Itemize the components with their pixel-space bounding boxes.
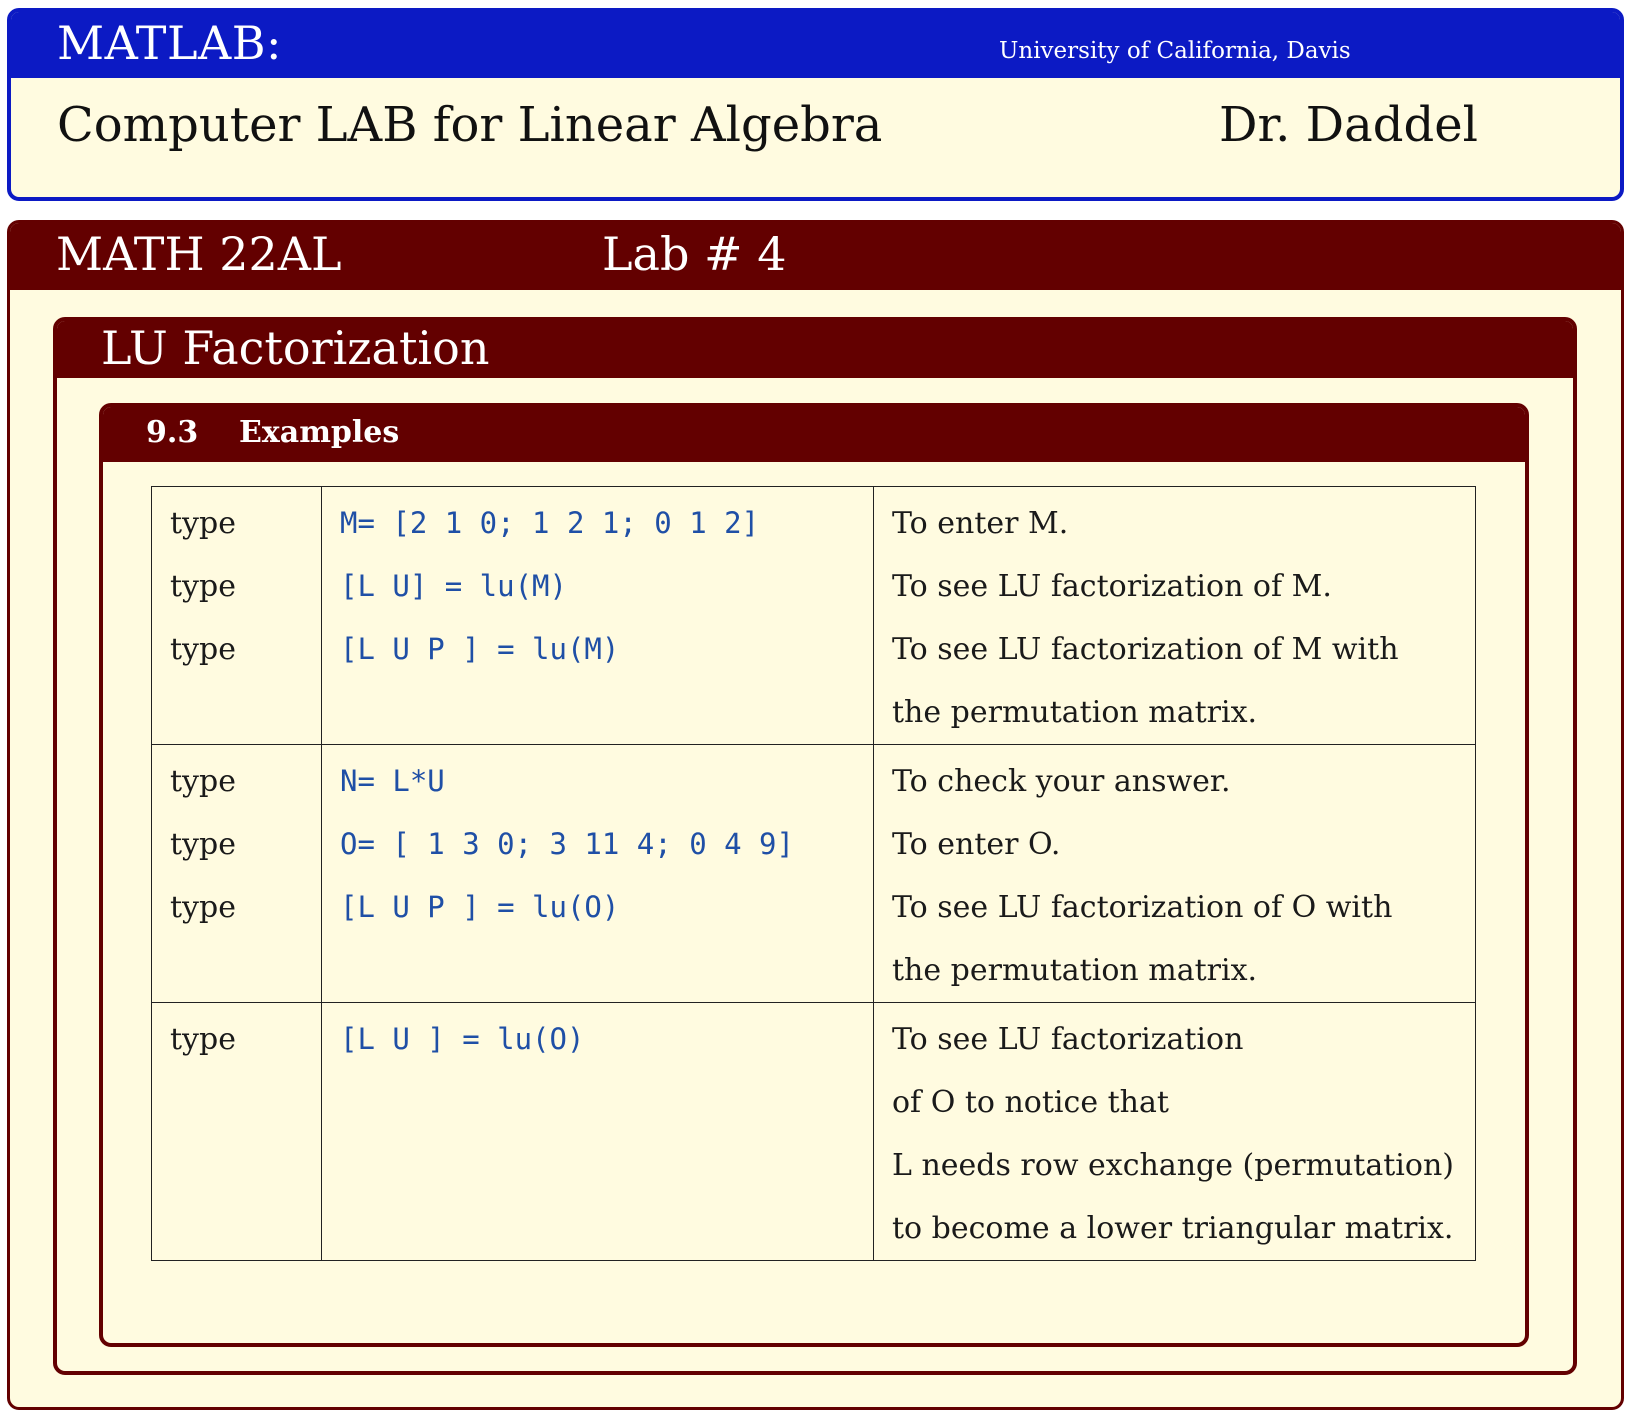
action-cell (152, 1003, 322, 1261)
section-title: LU Factorization (101, 321, 490, 375)
note-text: To see LU factorization of O with (892, 890, 1393, 925)
course-name: Computer LAB for Linear Algebra (57, 97, 883, 153)
note-text: L needs row exchange (permutation) (892, 1148, 1454, 1183)
note-text: of O to notice that (892, 1085, 1169, 1120)
action-text: type (170, 1022, 236, 1057)
subsection-title: Examples (239, 415, 400, 450)
table-row-group-1 (152, 487, 1476, 745)
command-text: N= L*U (340, 764, 445, 798)
command-text: [L U P ] = lu(O) (340, 890, 620, 924)
note-text: To see LU factorization of M. (892, 569, 1332, 604)
action-text: type (170, 890, 236, 925)
note-text: to become a lower triangular matrix. (892, 1211, 1454, 1246)
header-box (7, 8, 1624, 201)
note-cell (874, 487, 1476, 745)
note-text: To see LU factorization of M with (892, 632, 1399, 667)
header-title: MATLAB: (57, 16, 283, 70)
action-text: type (170, 827, 236, 862)
subsection-number: 9.3 (146, 415, 199, 450)
note-cell (874, 745, 1476, 1003)
command-text: [L U ] = lu(O) (340, 1022, 585, 1056)
instructor-name: Dr. Daddel (1219, 97, 1478, 153)
note-text: To check your answer. (892, 764, 1231, 799)
action-text: type (170, 569, 236, 604)
note-cell (874, 1003, 1476, 1261)
action-text: type (170, 632, 236, 667)
command-cell (322, 1003, 874, 1261)
table-row-group-3 (152, 1003, 1476, 1261)
examples-table (151, 486, 1476, 1261)
command-cell (322, 745, 874, 1003)
note-text: To see LU factorization (892, 1022, 1244, 1057)
course-code: MATH 22AL (56, 227, 342, 281)
note-text: To enter M. (892, 506, 1069, 541)
command-text: [L U P ] = lu(M) (340, 632, 620, 666)
note-text: the permutation matrix. (892, 695, 1258, 730)
command-text: [L U] = lu(M) (340, 569, 567, 603)
action-cell (152, 745, 322, 1003)
university-name: University of California, Davis (999, 38, 1351, 64)
action-text: type (170, 506, 236, 541)
action-text: type (170, 764, 236, 799)
lab-number: Lab # 4 (602, 227, 787, 281)
note-text: the permutation matrix. (892, 953, 1258, 988)
table-row-group-2 (152, 745, 1476, 1003)
command-text: M= [2 1 0; 1 2 1; 0 1 2] (340, 506, 760, 540)
action-cell (152, 487, 322, 745)
note-text: To enter O. (892, 827, 1061, 862)
command-cell (322, 487, 874, 745)
command-text: O= [ 1 3 0; 3 11 4; 0 4 9] (340, 827, 794, 861)
